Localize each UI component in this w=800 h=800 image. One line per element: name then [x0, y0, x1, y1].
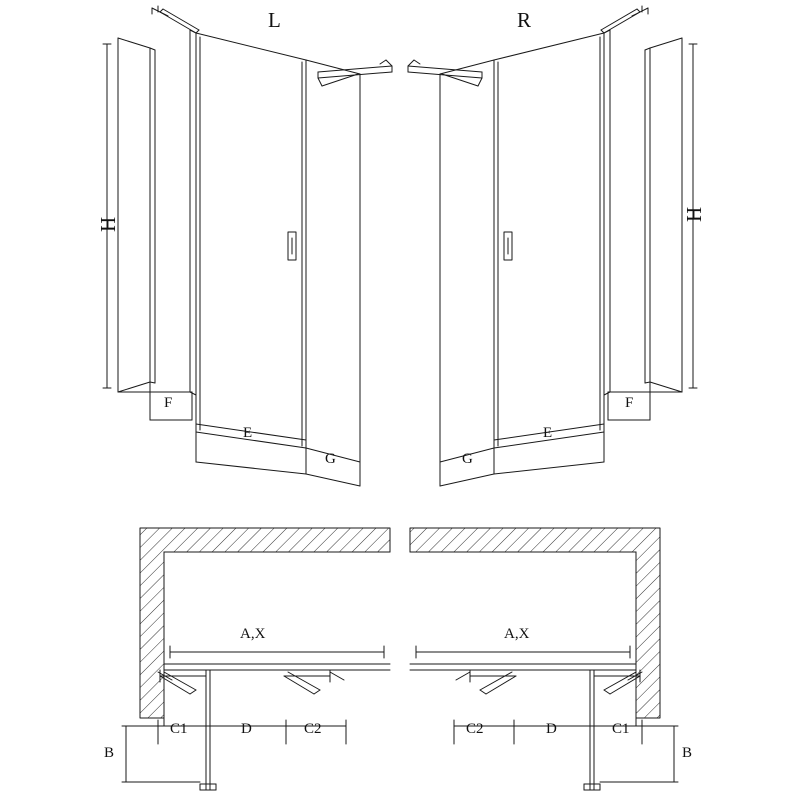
label-c2-right: C2 [466, 721, 484, 737]
elevation-right-geometry [408, 6, 682, 486]
label-height-right: H [682, 206, 706, 222]
label-variant-r: R [517, 8, 532, 32]
label-c1-left: C1 [170, 721, 188, 737]
plan-right-geometry [410, 528, 678, 790]
label-g-left: G [325, 451, 336, 467]
label-b-right: B [682, 745, 693, 761]
label-variant-l: L [268, 8, 281, 32]
label-d-left: D [241, 721, 252, 737]
label-ax-right: A,X [504, 626, 530, 642]
label-f-left: F [164, 395, 173, 411]
label-e-right: E [543, 425, 553, 441]
plan-left-geometry [122, 528, 390, 790]
label-e-left: E [243, 425, 253, 441]
label-d-right: D [546, 721, 557, 737]
elevation-left-geometry [118, 6, 392, 486]
label-ax-left: A,X [240, 626, 266, 642]
label-c1-right: C1 [612, 721, 630, 737]
label-b-left: B [104, 745, 115, 761]
label-f-right: F [625, 395, 634, 411]
label-g-right: G [462, 451, 473, 467]
label-c2-left: C2 [304, 721, 322, 737]
label-height-left: H [96, 216, 120, 232]
